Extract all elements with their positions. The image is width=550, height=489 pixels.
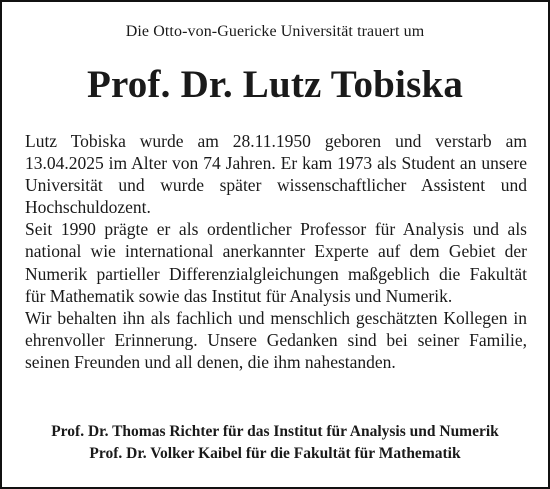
signature-institute: Prof. Dr. Thomas Richter für das Institut für Analysis und Numerik: [51, 423, 499, 440]
paragraph-remembrance: Wir behalten ihn als fachlich und menschlich geschätzten Kollegen in ehrenvoller Erinnerung. Unsere Gedanken sind bei seiner Familie, seinen Freunden und all denen, die ihm nahestanden.: [25, 307, 527, 372]
deceased-name: Prof. Dr. Lutz Tobiska: [86, 63, 464, 106]
signature-block: [2, 421, 548, 465]
paragraph-biography: Lutz Tobiska wurde am 28.11.1950 geboren und verstarb am 13.04.2025 im Alter von 74 Jahren. Er kam 1973 als Student an unsere Universität und wurde später wissenschaftlicher Assistent und Hochschuldozent.: [25, 131, 527, 218]
paragraph-career: Seit 1990 prägte er als ordentlicher Professor für Analysis und als national wie international anerkannter Experte auf dem Gebiet der Numerik partieller Differenzialgleichungen maßgeblich die Fakultät für Mathematik sowie das Institut für Analysis und Numerik.: [25, 219, 527, 306]
obituary-body: [25, 130, 527, 373]
notice-header: Die Otto-von-Guericke Universität trauert um: [125, 23, 425, 40]
signature-faculty: Prof. Dr. Volker Kaibel für die Fakultät für Mathematik: [89, 445, 461, 462]
